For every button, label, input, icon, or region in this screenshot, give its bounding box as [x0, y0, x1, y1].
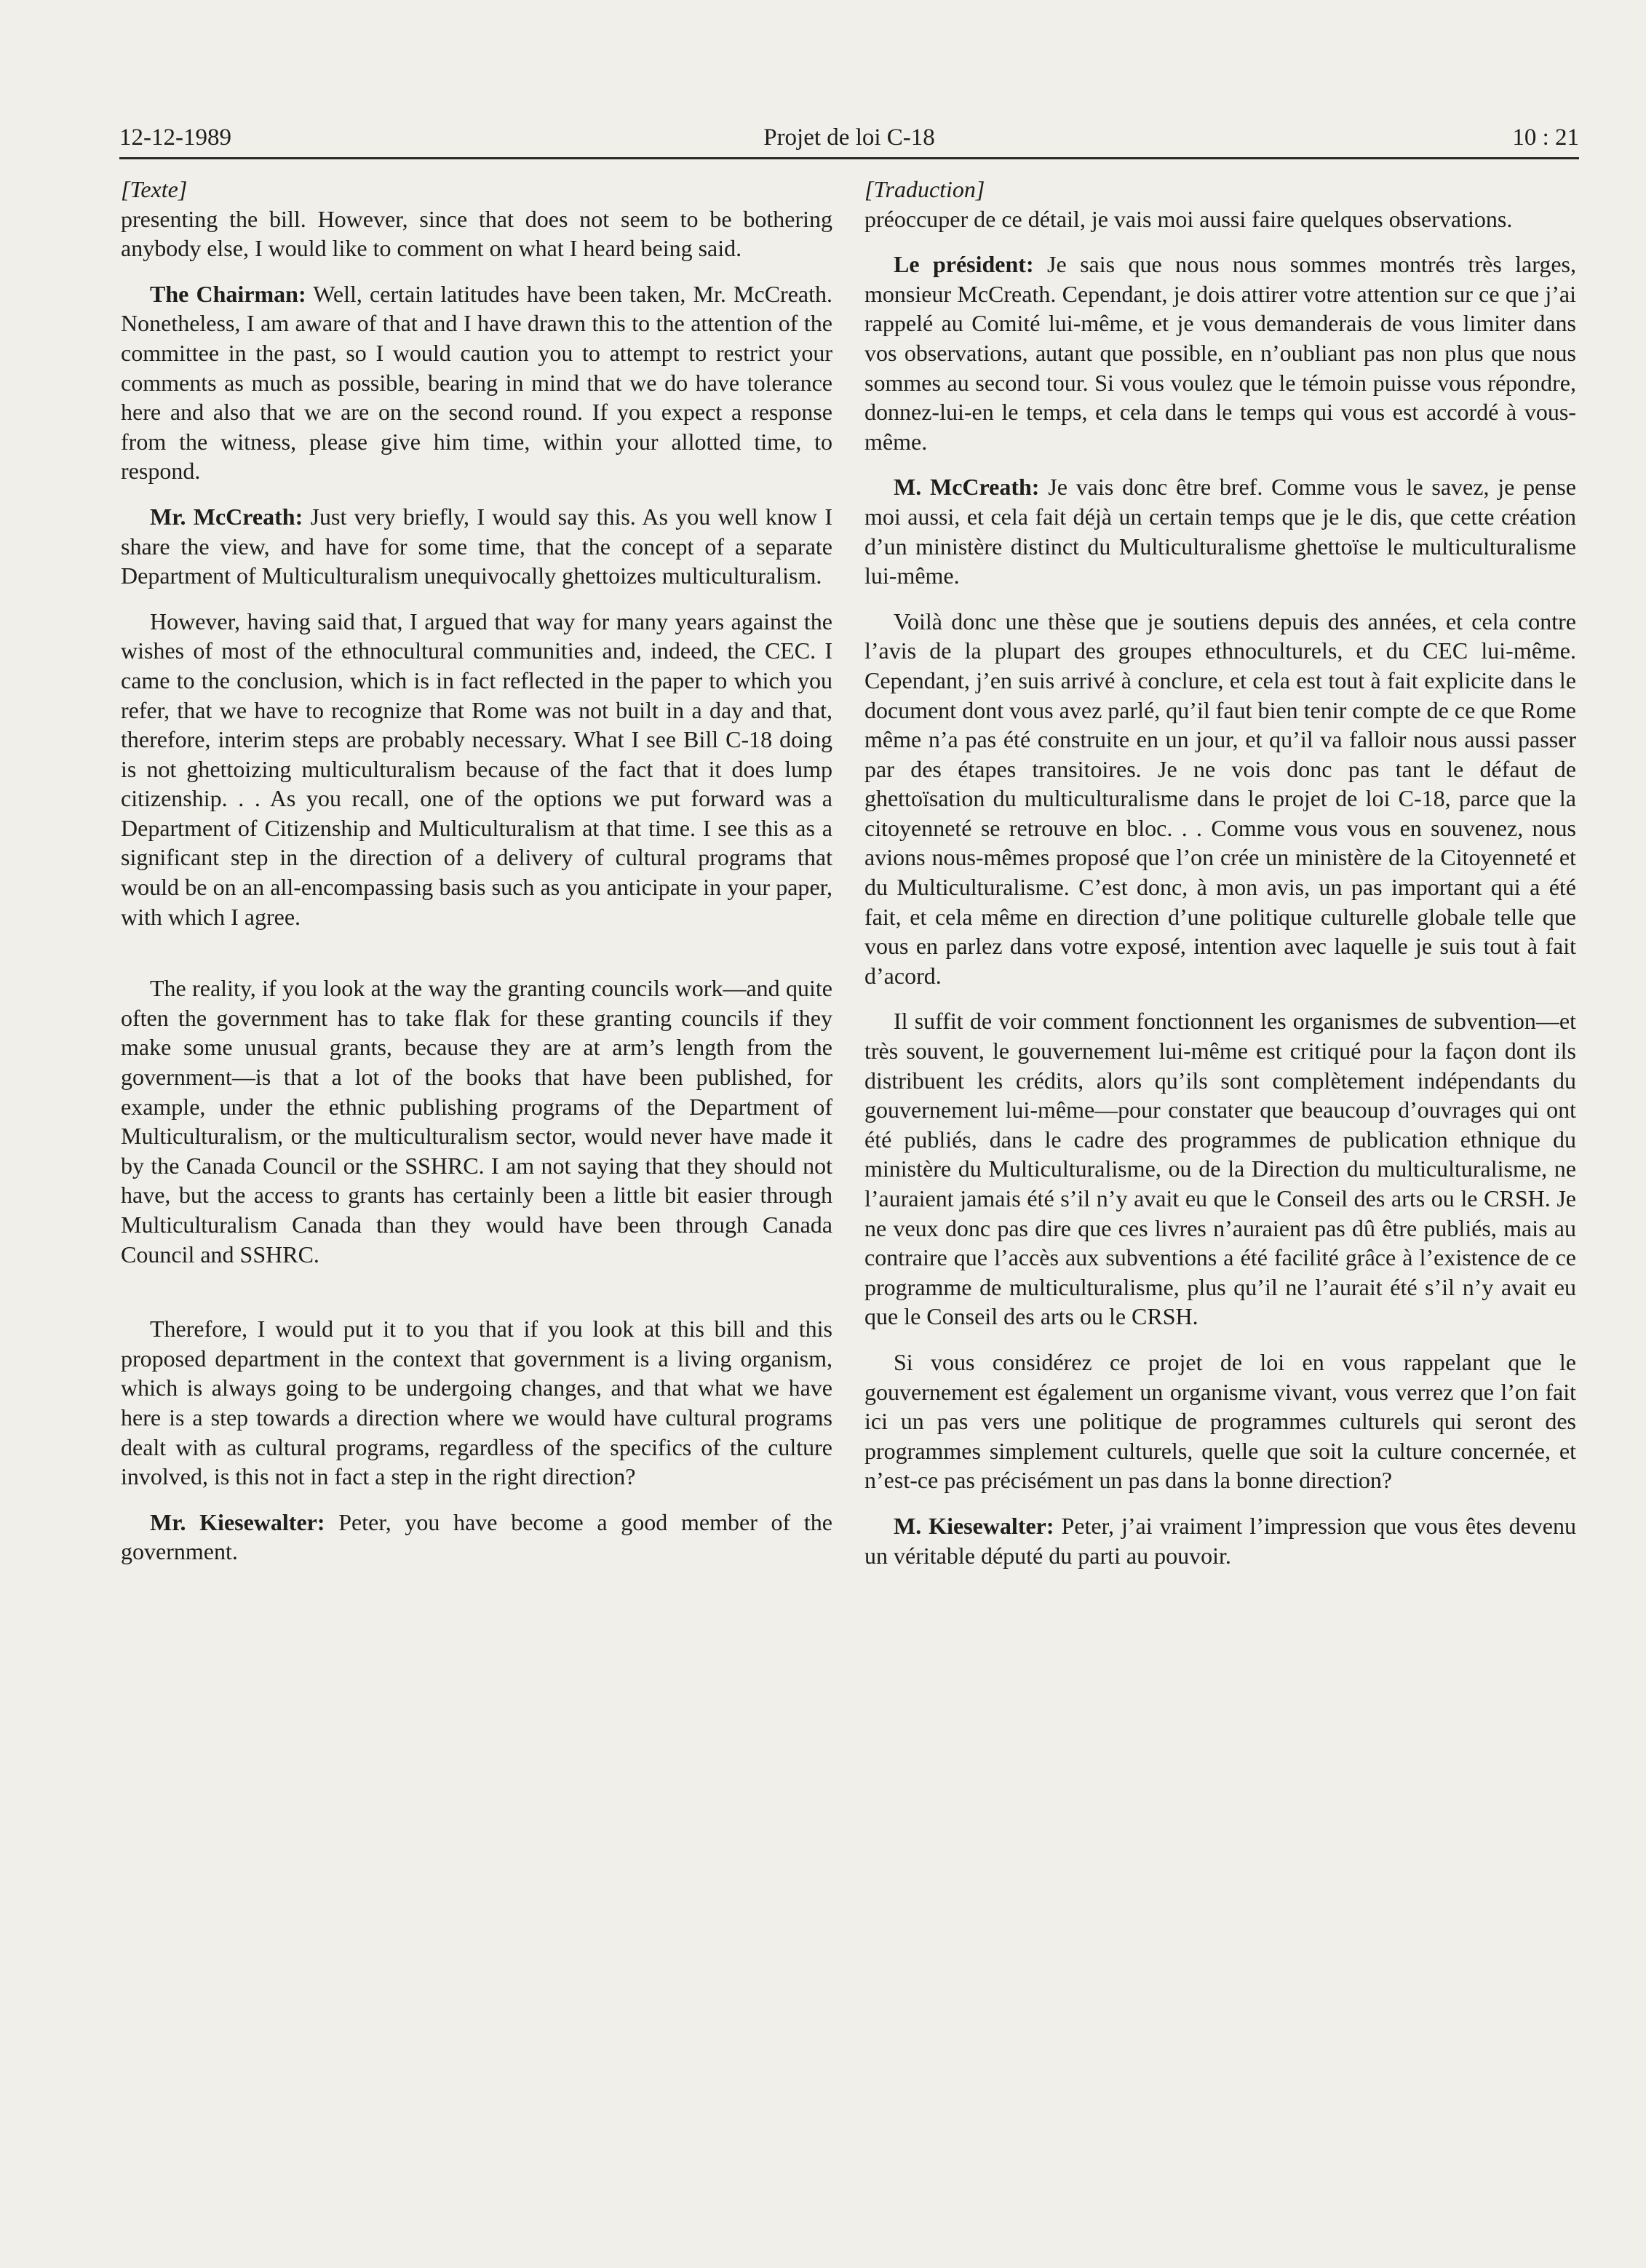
speaker-name: Mr. McCreath:	[150, 503, 303, 530]
speaker-name: M. McCreath:	[894, 474, 1040, 501]
translation-tag: [Traduction]	[864, 176, 985, 202]
text-tag: [Texte]	[121, 176, 188, 202]
speech-text: Just very briefly, I would say this. As you well know I share the view, and have for some time, that the concept of a separate Department of Multiculturalism unequivocally ghettoizes multiculturalism.	[121, 503, 833, 589]
speech-text: Well, certain latitudes have been taken, Mr. McCreath. Nonetheless, I am aware of that and I have drawn this to the attention of the committee in the past, so I would caution you to attempt to restrict your comments as much as possible, bearing in mind that we do have tolerance here and also that we are on the second round. If you expect a response from the witness, please give him time, within your allotted time, to respond.	[121, 280, 833, 485]
speech-text: Peter, j’ai vraiment l’impression que vous êtes devenu un véritable député du parti au pouvoir.	[864, 1512, 1577, 1569]
speaker-name: Mr. Kiesewalter:	[150, 1508, 325, 1535]
paragraph: préoccuper de ce détail, je vais moi aussi faire quelques observations.	[864, 205, 1513, 232]
speaker-name: Le président:	[894, 251, 1034, 278]
speaker-paragraph	[864, 1511, 1576, 1570]
paragraph: However, having said that, I argued that way for many years against the wishes of most of the ethnocultural communities and, indeed, the CEC. I came to the conclusion, which is in fact reflected in the paper to which you refer, that we have to recognize that Rome was not built in a day and that, therefore, interim steps are probably necessary. What I see Bill C-18 doing is not ghettoizing multiculturalism because of the fact that it does lump citizenship. . . As you recall, one of the options we put forward was a Department of Citizenship and Multiculturalism at that time. I see this as a significant step in the direction of a delivery of cultural programs that would be on an all-encompassing basis such as you anticipate in your paper, with which I agree.	[121, 608, 832, 930]
speaker-name: The Chairman:	[150, 280, 306, 307]
paragraph: presenting the bill. However, since that does not seem to be bothering anybody else, I would like to comment on what I heard being said.	[121, 205, 832, 262]
header-date: 12-12-1989	[119, 124, 231, 151]
speech-text: Je sais que nous nous sommes montrés très larges, monsieur McCreath. Cependant, je dois attirer votre attention sur ce que j’ai rappelé au Comité lui-même, et je vous demanderais de vous limiter dans vos observations, autant que possible, en n’oubliant pas non plus que nous sommes au second tour. Si vous voulez que le témoin puisse vous répondre, donnez-lui-en le temps, et cela dans le temps qui vous est accordé à vous-même.	[864, 251, 1577, 455]
header-page-number: 10 : 21	[1512, 124, 1579, 151]
paragraph: Voilà donc une thèse que je soutiens depuis des années, et cela contre l’avis de la plupart des groupes ethnoculturels, et du CEC lui-même. Cependant, j’en suis arrivé à conclure, et cela est tout à fait explicite dans le document dont vous avez parlé, qu’il faut bien tenir compte de ce que Rome même n’a pas été construite en un jour, et qu’il va falloir nous aussi passer par des étapes transitoires. Je ne vois donc pas tant le défaut de ghettoïsation du multiculturalisme dans le projet de loi C-18, parce que la citoyenneté se retrouve en bloc. . . Comme vous vous en souvenez, nous avions nous-mêmes proposé que l’on crée un ministère de la Citoyenneté et du Multiculturalisme. C’est donc, à mon avis, un pas important qui a été fait, et cela même en direction d’une politique culturelle globale telle que vous en parlez dans votre exposé, intention avec laquelle je suis tout à fait d’acord.	[864, 608, 1576, 989]
speaker-paragraph	[121, 279, 832, 486]
french-column	[864, 175, 1576, 1586]
speech-text: Je vais donc être bref. Comme vous le savez, je pense moi aussi, et cela fait déjà un certain temps que je le dis, que cette création d’un ministère distinct du Multiculturalisme ghettoïse le multiculturalisme lui-même.	[864, 474, 1577, 589]
paragraph: Therefore, I would put it to you that if you look at this bill and this proposed department in the context that government is a living organism, which is always going to be undergoing changes, and that what we have here is a step towards a direction where we would have cultural programs dealt with as cultural programs, regardless of the specifics of the culture involved, is this not in fact a step in the right direction?	[121, 1316, 832, 1490]
running-header	[119, 116, 1579, 159]
speaker-paragraph	[864, 250, 1576, 456]
speaker-paragraph	[121, 1508, 832, 1567]
speaker-name: M. Kiesewalter:	[894, 1512, 1054, 1539]
header-title: Projet de loi C-18	[763, 124, 935, 151]
paragraph: Il suffit de voir comment fonctionnent les organismes de subvention—et très souvent, le gouvernement lui-même est critiqué pour la façon dont ils distribuent les crédits, alors qu’ils sont complètement indépendants du gouvernement lui-même—pour constater que beaucoup d’ouvrages qui ont été publiés, dans le cadre des programmes de publication ethnique du ministère du Multiculturalisme, ou de la Direction du multiculturalisme, ne l’auraient jamais été s’il n’y avait eu que le Conseil des arts ou le CRSH. Je ne veux donc pas dire que ces livres n’auraient pas dû être publiés, mais au contraire que l’accès aux subventions a été facilité grâce à l’existence de ce programme de multiculturalisme, plus qu’il ne l’aurait été s’il n’y avait eu que le Conseil des arts ou le CRSH.	[864, 1008, 1576, 1330]
paragraph: Si vous considérez ce projet de loi en vous rappelant que le gouvernement est également un organisme vivant, vous verrez que l’on fait ici un pas vers une politique de programmes culturels qui seront des programmes simplement culturels, quelle que soit la culture concernée, et n’est-ce pas précisément un pas dans la bonne direction?	[864, 1348, 1576, 1494]
english-column	[121, 175, 832, 1583]
speaker-paragraph	[864, 472, 1576, 590]
speech-text: Peter, you have become a good member of the government.	[121, 1508, 833, 1565]
speaker-paragraph	[121, 502, 832, 591]
paragraph: The reality, if you look at the way the granting councils work—and quite often the government has to take flak for these granting councils if they make some unusual grants, because they are at arm’s length from the government—is that a lot of the books that have been published, for example, under the ethnic publishing programs of the Department of Multiculturalism, or the multiculturalism sector, would never have made it by the Canada Council or the SSHRC. I am not saying that they should not have, but the access to grants has certainly been a little bit easier through Multiculturalism Canada than they would have been through Canada Council and SSHRC.	[121, 975, 832, 1268]
